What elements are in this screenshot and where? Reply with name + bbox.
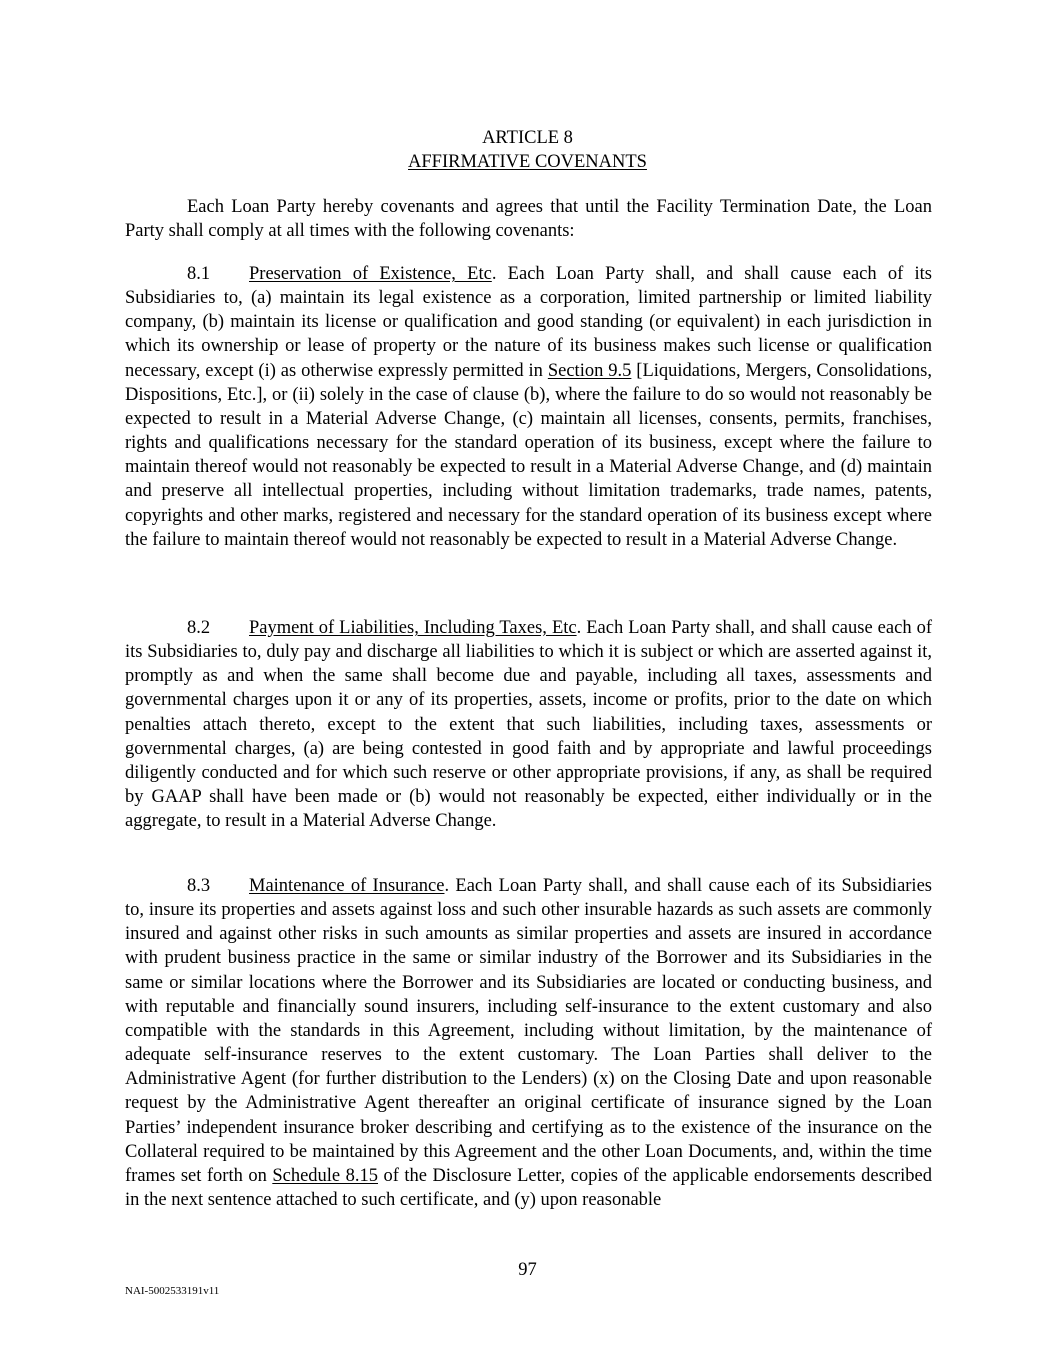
section-8-2-heading: Payment of Liabilities, Including Taxes, Etc: [249, 618, 577, 638]
document-id: NAI-5002533191v11: [125, 1285, 220, 1297]
article-title-text: AFFIRMATIVE COVENANTS: [408, 152, 647, 172]
section-8-1-text-a: . Each Loan Party shall, and shall cause each of its Subsidiaries to, (a) maintain its legal existence as a corporation, limited partnership or limited liability company, (b) maintain its license or qualification and good standing (or equivalent) in each jurisdiction in which its ownership or lease of property or the nature of its business makes such license or qualification necessary, except (i) as otherwise expressly permitted in: [125, 264, 932, 381]
section-8-3: [125, 874, 932, 1212]
article-title: [0, 150, 1055, 174]
intro-text: Each Loan Party hereby covenants and agrees that until the Facility Termination Date, the Loan Party shall comply at all times with the following covenants:: [125, 197, 932, 242]
section-8-1-heading: Preservation of Existence, Etc: [249, 264, 492, 284]
section-9-5-reference: Section 9.5: [547, 360, 632, 381]
section-8-3-number: 8.3: [187, 876, 211, 896]
page-number: 97: [518, 1260, 537, 1280]
section-8-1-number: 8.1: [187, 264, 211, 284]
section-8-3-text-b: of the Disclosure Letter, copies of the applicable endorsements described in the next sentence attached to such certificate, and (y) upon reasonable: [125, 1165, 932, 1211]
section-8-2-text: . Each Loan Party shall, and shall cause each of its Subsidiaries to, duly pay and discharge all liabilities to which it is subject or which are asserted against it, promptly as and when the same shall become due and payable, including all taxes, assessments and governmental charges upon it or any of its properties, assets, income or profits, prior to the date on which penalties attach thereto, except to the extent that such liabilities, including taxes, assessments or governmental charges, (a) are being contested in good faith and by appropriate and lawful proceedings diligently conducted and for which such reserve or other appropriate provisions, if any, as shall be required by GAAP shall have been made or (b) would not reasonably be expected, either individually or in the aggregate, to result in a Material Adverse Change.: [125, 618, 932, 832]
section-8-1: [125, 262, 932, 552]
schedule-8-15-reference: Schedule 8.15: [272, 1165, 378, 1186]
section-8-1-text-b: [Liquidations, Mergers, Consolidations, Dispositions, Etc.], or (ii) solely in the case of clause (b), where the failure to do so would not reasonably be expected to result in a Material Adverse Change, (c) maintain all licenses, consents, permits, franchises, rights and qualifications necessary for the standard operation of its business, except where the failure to maintain thereof would not reasonably be expected to result in a Material Adverse Change, and (d) maintain and preserve all intellectual properties, including without limitation trademarks, trade names, patents, copyrights and other marks, registered and necessary for the standard operation of its business except where the failure to maintain thereof would not reasonably be expected to result in a Material Adverse Change.: [125, 360, 932, 550]
section-8-2: [125, 616, 932, 833]
article-number: ARTICLE 8: [482, 128, 573, 148]
section-8-3-text-a: . Each Loan Party shall, and shall cause each of its Subsidiaries to, insure its properties and assets against loss and such other insurable hazards as such assets are commonly insured and against other risks in such amounts as similar properties and assets are insured in accordance with prudent business practice in the same or similar industry of the Borrower and its Subsidiaries in the same or similar locations where the Borrower and its Subsidiaries are located or conducting business, and with reputable and financially sound insurers, including self-insurance to the extent customary and also compatible with the standards in this Agreement, including without limitation, by the maintenance of adequate self-insurance reserves to the extent customary. The Loan Parties shall deliver to the Administrative Agent (for further distribution to the Lenders) (x) on the Closing Date and upon reasonable request by the Administrative Agent thereafter an original certificate of insurance signed by the Loan Parties’ independent insurance broker describing and certifying as to the existence of the insurance on the Collateral required to be maintained by this Agreement and the other Loan Documents, and, within the time frames set forth on: [125, 876, 932, 1186]
section-8-3-heading: Maintenance of Insurance: [249, 876, 445, 896]
intro-paragraph: [125, 195, 932, 243]
section-8-2-number: 8.2: [187, 618, 211, 638]
